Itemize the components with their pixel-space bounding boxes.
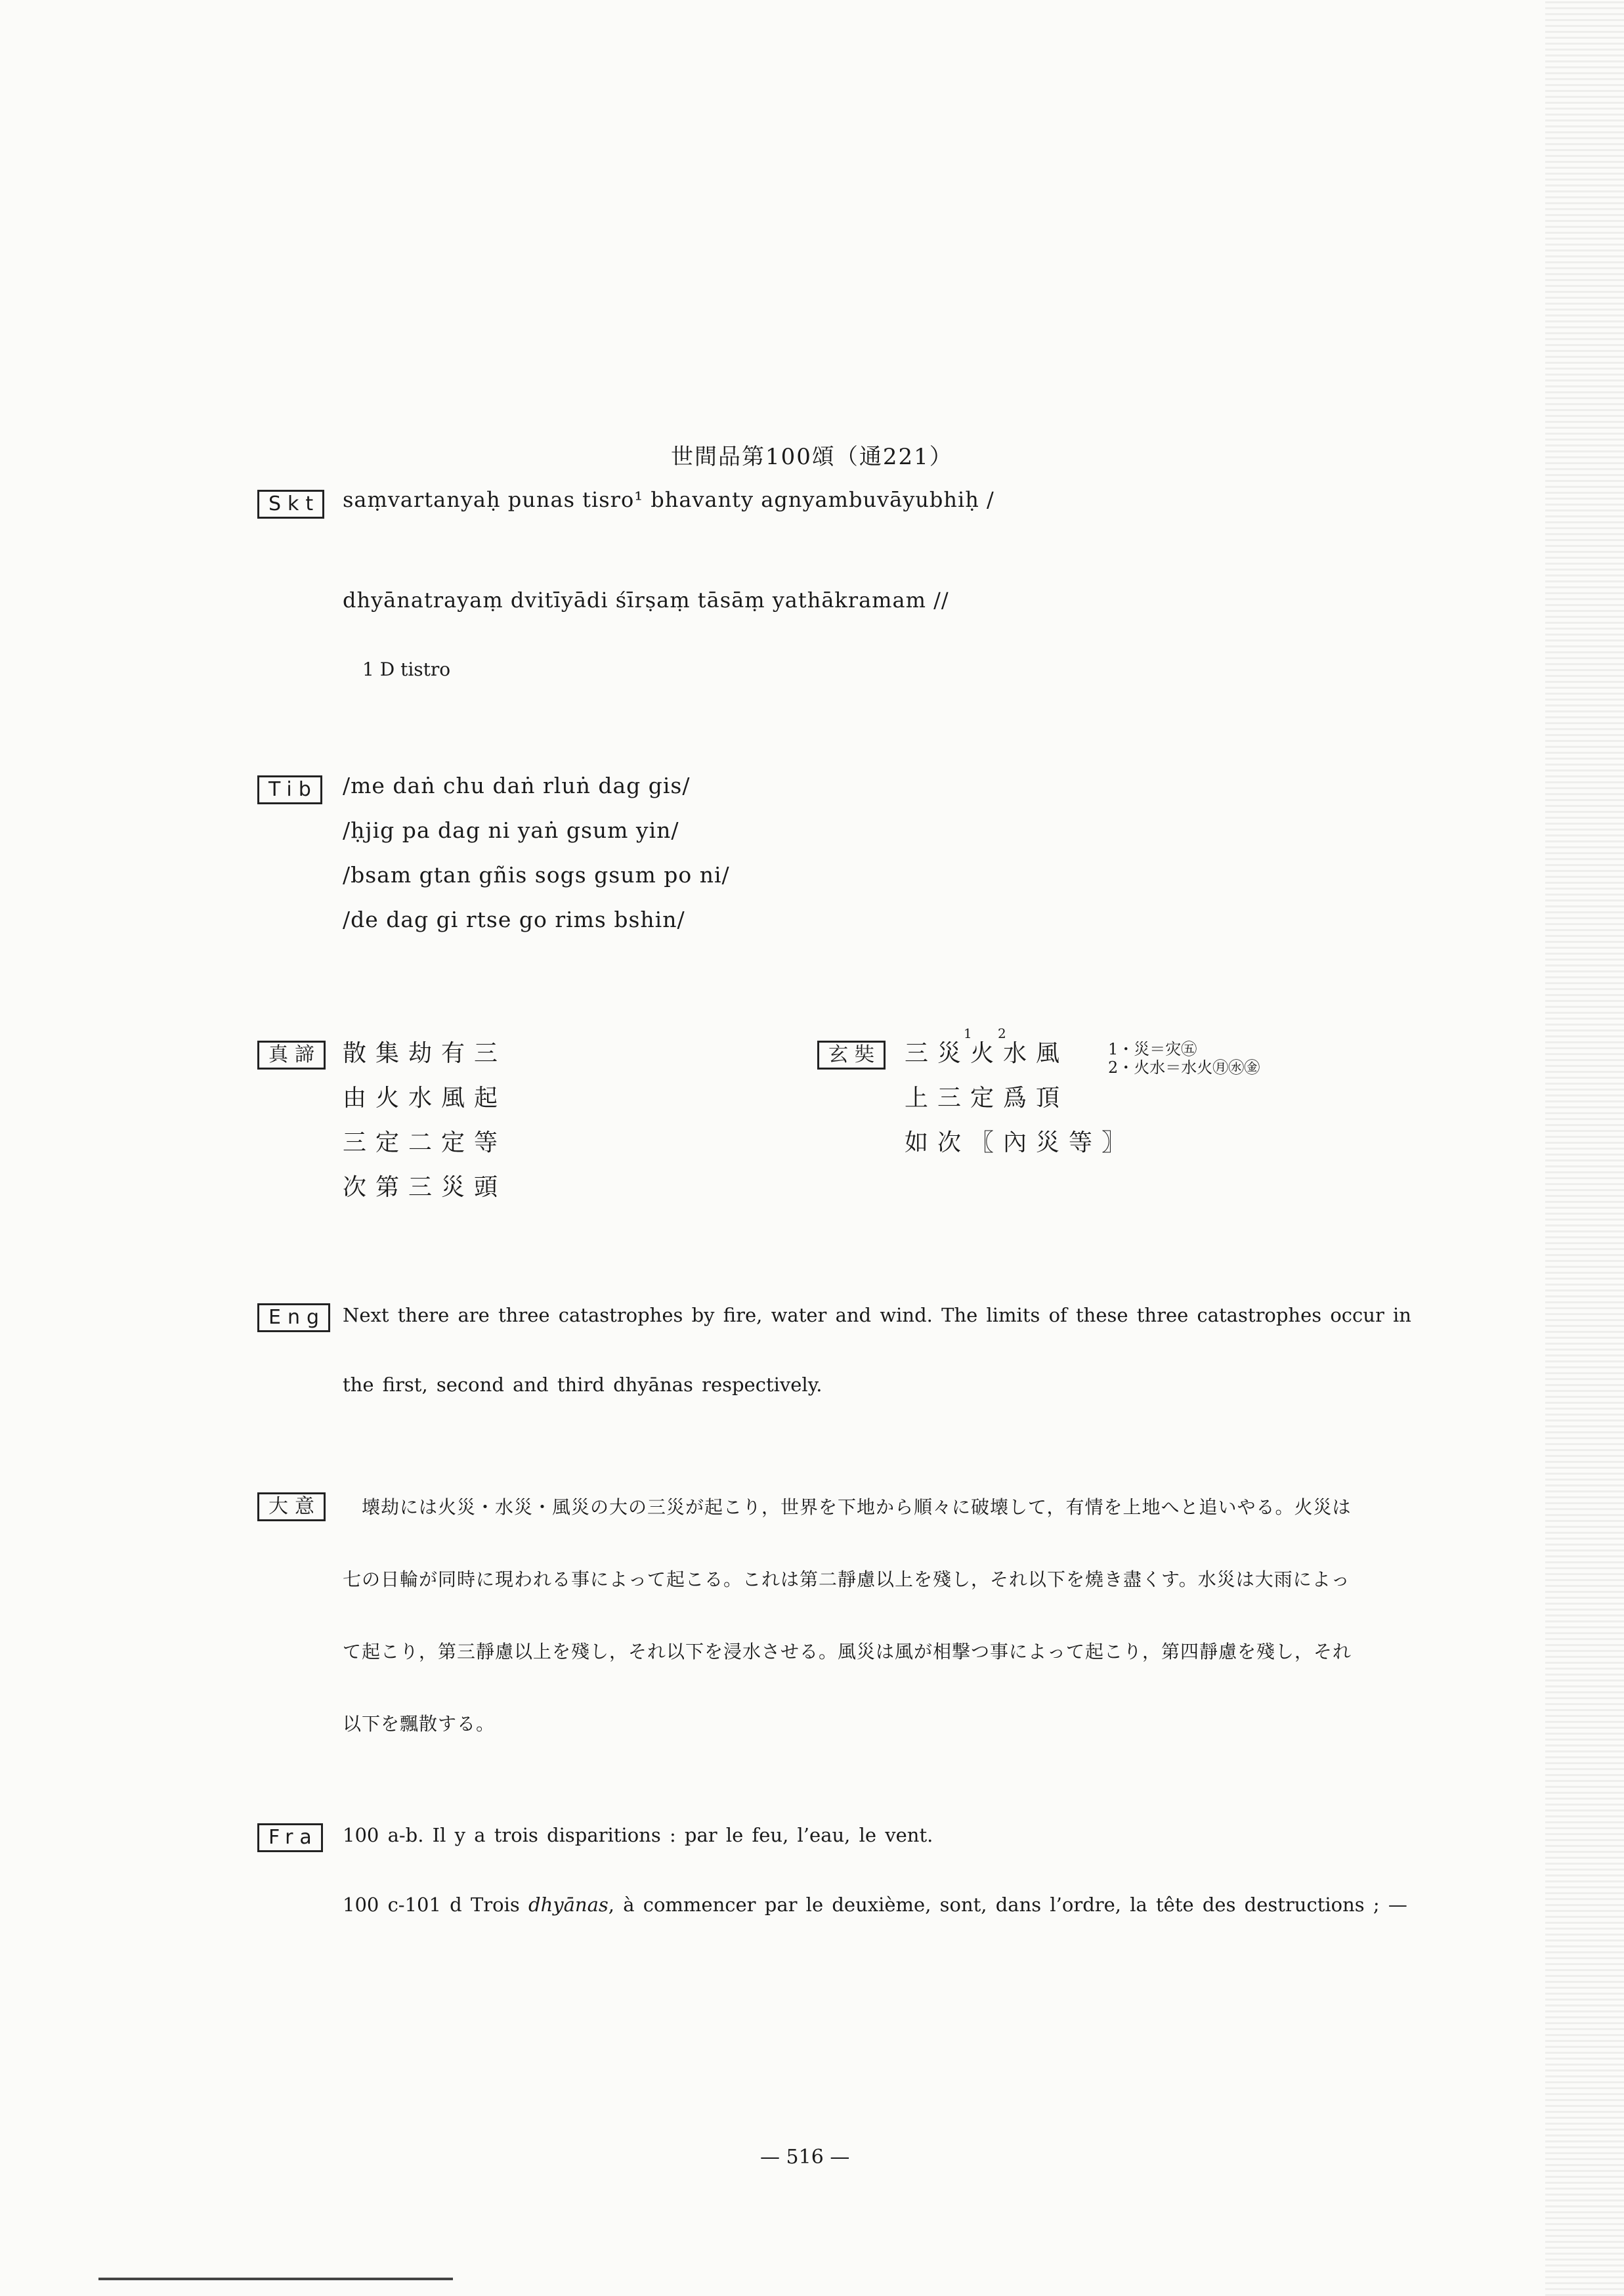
paramartha-line-3: 三定二定等 — [343, 1129, 507, 1156]
bottom-rule — [98, 2278, 453, 2280]
taii-line-2: 七の日輪が同時に現われる事によって起こる。これは第二靜慮以上を殘し，それ以下を燒き盡くす。水災は大雨によっ — [343, 1569, 1350, 1590]
section-label-taii: 大意 — [257, 1492, 326, 1521]
fra-line-1: 100 a-b. Il y a trois disparitions : par le feu, l’eau, le vent. — [343, 1824, 933, 1846]
page-number: — 516 — — [760, 2146, 850, 2169]
fra-line-2 — [343, 1894, 1407, 1916]
section-label-paramartha: 真諦 — [257, 1041, 326, 1070]
skt-footnote: 1 D tistro — [362, 659, 451, 680]
xuanzang-line-1-part-a: 三災 — [905, 1040, 971, 1067]
xuanzang-line-1-part-b: 火 — [970, 1040, 1004, 1067]
section-label-tib: Tib — [257, 775, 322, 804]
section-label-eng: Eng — [257, 1303, 330, 1332]
fra-line-2-italic-term: dhyānas — [528, 1894, 609, 1916]
xuanzang-note-marker-2: 2 — [998, 1026, 1006, 1041]
fra-line-2-part-a: 100 c-101 d Trois — [343, 1894, 529, 1916]
taii-line-1: 壊劫には火災・水災・風災の大の三災が起こり，世界を下地から順々に破壊して，有情を上地へと追いやる。火災は — [343, 1496, 1352, 1518]
skt-line-2: dhyānatrayaṃ dvitīyādi śīrṣaṃ tāsāṃ yathākramam // — [343, 588, 949, 613]
verse-title: 世間品第100頌（通221） — [671, 444, 953, 470]
eng-line-2: the first, second and third dhyānas respectively. — [343, 1374, 823, 1396]
paramartha-line-4: 次第三災頭 — [343, 1174, 507, 1201]
scan-edge-texture — [1545, 0, 1624, 2296]
section-label-fra: Fra — [257, 1823, 323, 1852]
xuanzang-footnote-1: 1・災＝灾㊄ — [1108, 1040, 1197, 1058]
xuanzang-line-3: 如次〖內災等〗 — [905, 1129, 1135, 1156]
skt-line-1: saṃvartanyaḥ punas tisro¹ bhavanty agnyambuvāyubhiḥ / — [343, 487, 994, 512]
taii-line-3: て起こり，第三靜慮以上を殘し，それ以下を浸水させる。風災は風が相撃つ事によって起こり，第四靜慮を殘し，それ — [343, 1641, 1352, 1662]
tib-line-3: /bsam gtan gñis sogs gsum po ni/ — [343, 862, 730, 888]
xuanzang-line-2: 上三定爲頂 — [905, 1085, 1069, 1112]
xuanzang-note-marker-1: 1 — [964, 1026, 972, 1041]
section-label-xuanzang: 玄奘 — [817, 1041, 886, 1070]
xuanzang-line-1 — [905, 1035, 1069, 1068]
tib-line-4: /de dag gi rtse go rims bshin/ — [343, 907, 685, 932]
xuanzang-footnote-2: 2・火水＝水火㊊㊌㊎ — [1108, 1058, 1260, 1077]
fra-line-2-part-b: , à commencer par le deuxième, sont, dans l’ordre, la tête des destructions ; — — [608, 1894, 1407, 1916]
tib-line-2: /ḥjig pa dag ni yaṅ gsum yin/ — [343, 817, 679, 843]
paramartha-line-2: 由火水風起 — [343, 1085, 507, 1112]
taii-line-4: 以下を飄散する。 — [343, 1713, 496, 1735]
xuanzang-line-1-part-c: 水風 — [1003, 1040, 1069, 1067]
tib-line-1: /me daṅ chu daṅ rluṅ dag gis/ — [343, 773, 691, 798]
paramartha-line-1: 散集劫有三 — [343, 1040, 507, 1067]
section-label-skt: Skt — [257, 490, 324, 519]
eng-line-1: Next there are three catastrophes by fire, water and wind. The limits of these three catastrophes occur in — [343, 1304, 1411, 1326]
